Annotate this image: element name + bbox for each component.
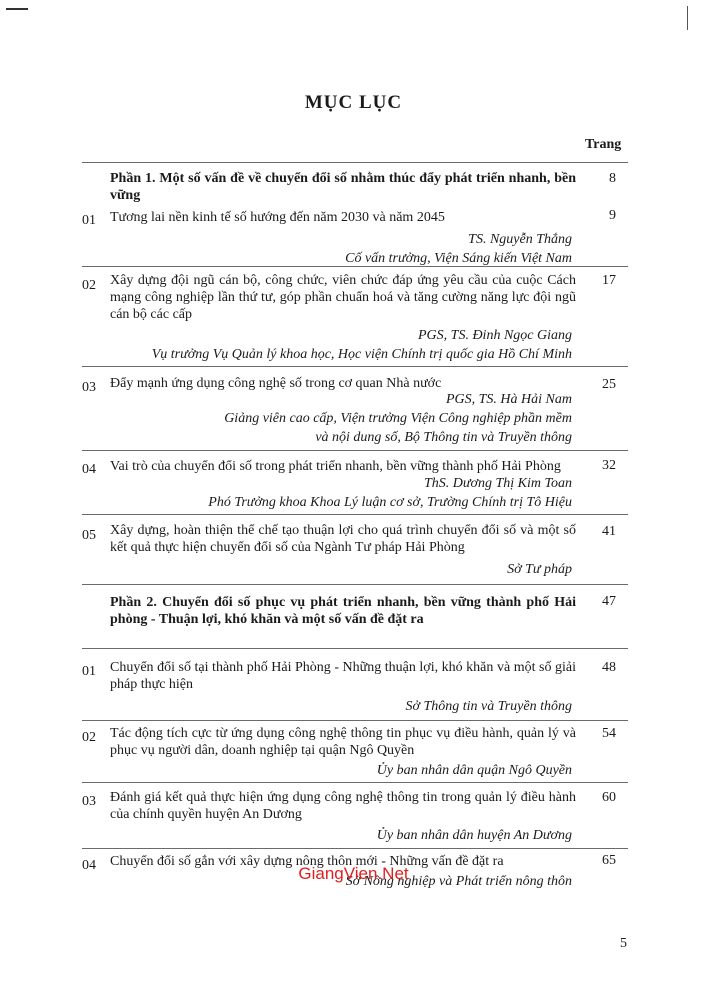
entry-number: 02 — [82, 730, 96, 745]
entry-page-number: 17 — [602, 273, 616, 288]
entry-author — [110, 326, 572, 364]
divider — [82, 266, 628, 267]
author-line: Ủy ban nhân dân huyện An Dương — [376, 828, 572, 843]
divider — [82, 450, 628, 451]
section-heading: Phần 1. Một số vấn đề về chuyển đổi số nhằm thúc đẩy phát triển nhanh, bền vững — [110, 171, 576, 203]
author-line: Sở Thông tin và Truyền thông — [405, 699, 572, 714]
author-line: Sở Tư pháp — [507, 562, 572, 577]
entry-number: 05 — [82, 528, 96, 543]
page-column-header: Trang — [585, 137, 622, 152]
divider — [82, 584, 628, 585]
entry-author — [110, 230, 572, 268]
entry-title: Xây dựng, hoàn thiện thể chế tạo thuận lợi cho quá trình chuyển đổi số và một số kết quả thực hiện chuyển đổi số của Ngành Tư pháp Hải Phòng — [110, 523, 576, 555]
section-page-number: 8 — [609, 171, 616, 186]
divider — [82, 848, 628, 849]
author-line: PGS, TS. Đinh Ngọc Giang — [418, 328, 572, 343]
entry-number: 04 — [82, 858, 96, 873]
entry-author — [110, 761, 572, 780]
entry-title: Chuyển đổi số tại thành phố Hải Phòng - Những thuận lợi, khó khăn và một số giải pháp thực hiện — [110, 660, 576, 692]
author-line: PGS, TS. Hà Hải Nam — [445, 392, 572, 407]
section-heading: Phần 2. Chuyển đổi số phục vụ phát triển nhanh, bền vững thành phố Hải phòng - Thuận lợi, khó khăn và một số vấn đề đặt ra — [110, 595, 576, 627]
entry-title: Xây dựng đội ngũ cán bộ, công chức, viên chức đáp ứng yêu cầu của cuộc Cách mạng công nghiệp lần thứ tư, góp phần chuẩn hoá và tăng cường năng lực đội ngũ cán bộ các cấp — [110, 273, 576, 322]
entry-number: 01 — [82, 664, 96, 679]
author-line: Vụ trưởng Vụ Quản lý khoa học, Học viện Chính trị quốc gia Hồ Chí Minh — [151, 347, 572, 362]
author-line: Sở Nông nghiệp và Phát triển nông thôn — [345, 874, 572, 889]
divider — [82, 162, 628, 163]
entry-page-number: 54 — [602, 726, 616, 741]
entry-number: 03 — [82, 794, 96, 809]
entry-title: Vai trò của chuyển đổi số trong phát triển nhanh, bền vững thành phố Hải Phòng — [110, 459, 561, 474]
entry-number: 03 — [82, 380, 96, 395]
entry-page-number: 9 — [609, 208, 616, 223]
entry-title: Đẩy mạnh ứng dụng công nghệ số trong cơ quan Nhà nước — [110, 376, 442, 391]
page-title: MỤC LỤC — [304, 92, 403, 113]
author-line: TS. Nguyễn Thắng — [468, 232, 572, 247]
divider — [82, 514, 628, 515]
entry-number: 04 — [82, 462, 96, 477]
entry-page-number: 48 — [602, 660, 616, 675]
author-line: ThS. Dương Thị Kim Toan — [423, 476, 572, 491]
entry-title: Chuyển đổi số gắn với xây dựng nông thôn mới - Những vấn đề đặt ra — [110, 854, 504, 869]
entry-title: Tương lai nền kinh tế số hướng đến năm 2030 và năm 2045 — [110, 210, 445, 225]
author-line: Giảng viên cao cấp, Viện trưởng Viện Công nghiệp phần mềm — [224, 411, 572, 426]
author-line: và nội dung số, Bộ Thông tin và Truyền thông — [315, 430, 572, 445]
entry-title: Đánh giá kết quả thực hiện ứng dụng công nghệ thông tin trong quản lý điều hành của chính quyền huyện An Dương — [110, 790, 576, 822]
divider — [82, 366, 628, 367]
entry-author — [110, 697, 572, 716]
entry-author — [110, 390, 572, 447]
entry-author — [110, 560, 572, 579]
entry-page-number: 25 — [602, 377, 616, 392]
author-line: Phó Trưởng khoa Khoa Lý luận cơ sở, Trường Chính trị Tô Hiệu — [208, 495, 572, 510]
author-line: Cố vấn trưởng, Viện Sáng kiến Việt Nam — [345, 251, 572, 266]
divider — [82, 782, 628, 783]
entry-page-number: 65 — [602, 853, 616, 868]
entry-title: Tác động tích cực từ ứng dụng công nghệ thông tin phục vụ điều hành, quản lý và phục vụ người dân, doanh nghiệp tại quận Ngô Quyền — [110, 726, 576, 758]
entry-number: 01 — [82, 213, 96, 228]
corner-mark — [6, 8, 28, 10]
section-page-number: 47 — [602, 594, 616, 609]
entry-author — [110, 826, 572, 845]
entry-page-number: 41 — [602, 524, 616, 539]
author-line: Ủy ban nhân dân quận Ngô Quyền — [376, 763, 572, 778]
entry-author — [110, 474, 572, 512]
entry-number: 02 — [82, 278, 96, 293]
entry-page-number: 32 — [602, 458, 616, 473]
corner-mark — [687, 6, 688, 30]
entry-page-number: 60 — [602, 790, 616, 805]
divider — [82, 720, 628, 721]
footer-page-number: 5 — [620, 936, 627, 951]
divider — [82, 648, 628, 649]
watermark: GiangVien.Net — [298, 864, 409, 883]
